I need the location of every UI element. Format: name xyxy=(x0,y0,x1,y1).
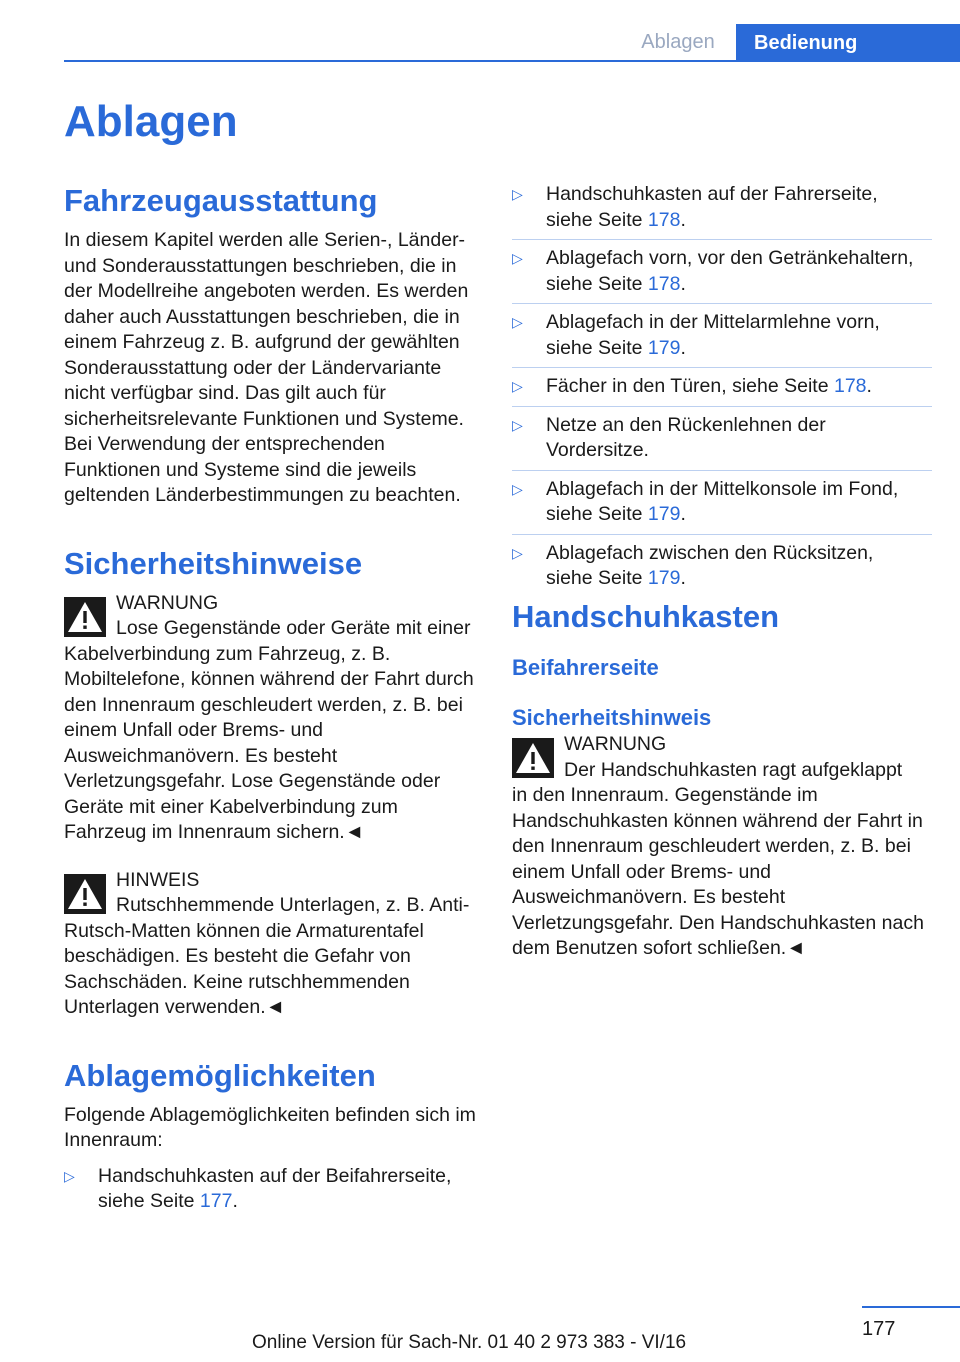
list-item: ▷ Handschuhkasten auf der Fahrerseite, siehe Seite 178. xyxy=(512,182,932,240)
storage-list-right xyxy=(512,182,932,592)
list-item-text: Ablagefach zwischen den Rücksitzen, xyxy=(546,541,874,564)
bullet-triangle-icon: ▷ xyxy=(64,1167,75,1184)
notice-label: HINWEIS xyxy=(116,868,200,891)
list-item-text: Fächer in den Türen, siehe Seite xyxy=(546,375,829,397)
page-title: Ablagen xyxy=(64,97,238,146)
right-column xyxy=(512,182,932,592)
heading-sicherheitshinweise: Sicherheitshinweise xyxy=(64,545,363,581)
right-column-lower xyxy=(512,598,932,962)
bullet-triangle-icon: ▷ xyxy=(512,186,523,202)
list-item: ▷ Ablagefach vorn, vor den Getränkehaltern, siehe Seite 178. xyxy=(512,246,932,304)
notice-triangle-icon xyxy=(64,874,106,914)
left-column xyxy=(64,182,484,1215)
subheading-beifahrerseite: Beifahrerseite xyxy=(512,655,659,680)
warning-text: Kabelverbindung zum Fahrzeug, z. B. Mobiltelefone, können während der Fahrt durch den Innenraum geschleudert werden, z. B. bei einem Unfall oder Brems- und Ausweichmanövern. Es besteht Verletzungsgefahr. Lose Gegenstände oder Geräte mit einer Kabelverbindung zum Fahrzeug im Innenraum sichern.◄ xyxy=(64,642,474,843)
list-item: ▷ Fächer in den Türen, siehe Seite 178. xyxy=(512,374,932,407)
see-page-label: siehe Seite xyxy=(546,208,643,231)
list-item-text: Ablagefach vorn, vor den Getränkehaltern, xyxy=(546,247,914,269)
storage-list-left xyxy=(64,1164,484,1215)
bullet-triangle-icon: ▷ xyxy=(512,544,523,561)
warning-first-line: Der Handschuhkasten ragt aufgeklappt xyxy=(564,758,903,781)
notice-block xyxy=(64,868,484,1021)
list-item: ▷ Ablagefach in der Mittelkonsole im Fond, siehe Seite 179. xyxy=(512,477,932,535)
page-number: 177 xyxy=(862,1318,896,1340)
glovebox-warning-block xyxy=(512,732,932,962)
list-item-text: Ablagefach in der Mittelarmlehne vorn, xyxy=(546,311,880,333)
warning-block xyxy=(64,591,484,846)
list-item: ▷ Handschuhkasten auf der Beifahrerseite, siehe Seite 177. xyxy=(64,1164,452,1212)
page-link[interactable]: 178 xyxy=(833,375,867,397)
warning-triangle-icon xyxy=(512,738,554,778)
heading-fahrzeugausstattung: Fahrzeugausstattung xyxy=(64,183,378,218)
footer-note: Online Version für Sach-Nr. 01 40 2 973 383 - VI/16 xyxy=(252,1332,687,1353)
warning-first-line: Lose Gegenstände oder Geräte mit einer xyxy=(116,617,471,639)
tab-chapter-bedienung[interactable]: Bedienung xyxy=(736,24,960,62)
bullet-triangle-icon: ▷ xyxy=(512,480,523,497)
warning-label: WARNUNG xyxy=(564,733,667,755)
warning-text: in den Innenraum. Gegenstände im Handschuhkasten können während der Fahrt in den Innenraum geschleudert werden, z. B. bei einem Unfall oder Brems- und Ausweichmanövern. Es besteht Verletzungsgefahr. Den Handschuhkasten nach dem Benutzen sofort schließen.◄ xyxy=(512,784,924,959)
bullet-triangle-icon: ▷ xyxy=(512,378,523,394)
list-item-text: Ablagefach in der Mittelkonsole im Fond, xyxy=(546,477,899,500)
bullet-triangle-icon: ▷ xyxy=(512,250,523,266)
fahrzeug-text: In diesem Kapitel werden alle Serien-, Länder- und Sonderausstattungen beschrieben, die in der Modellreihe angeboten werden. Es werden daher auch Ausstattungen beschrieben, die in einem Fahrzeug z. B. aufgrund der gewählten Sonderausstattung oder der Ländervariante nicht verfügbar sind. Das gilt auch für sicherheitsrelevante Funktionen und Systeme. Bei Verwendung der entsprechenden Funktionen und Systeme sind die jeweils geltenden Länderbestimmungen zu beachten. xyxy=(64,229,469,506)
list-item xyxy=(512,413,932,471)
page-link[interactable]: 177 xyxy=(199,1190,233,1212)
tab-section-ablagen[interactable]: Ablagen xyxy=(641,31,715,53)
page-link[interactable]: 178 xyxy=(647,272,681,295)
see-page-label: siehe Seite xyxy=(546,272,643,295)
warning-label: WARNUNG xyxy=(116,591,219,614)
page-link[interactable]: 179 xyxy=(647,503,681,525)
notice-text: Rutsch-Matten können die Armaturentafel beschädigen. Es besteht die Gefahr von Sachschäden. Keine rutschhemmenden Unterlagen verwenden.◄ xyxy=(64,919,424,1018)
warning-triangle-icon xyxy=(64,597,106,637)
list-item-text: Handschuhkasten auf der Fahrerseite, xyxy=(546,183,878,205)
list-item-text: Handschuhkasten auf der Beifahrerseite, xyxy=(98,1164,452,1187)
list-item: ▷ Ablagefach zwischen den Rücksitzen, siehe Seite 179. xyxy=(512,541,874,589)
see-page-label: siehe Seite xyxy=(98,1190,195,1212)
subheading-sicherheitshinweis: Sicherheitshinweis xyxy=(512,705,712,730)
notice-first-line: Rutschhemmende Unterlagen, z. B. Anti- xyxy=(116,894,470,916)
bullet-triangle-icon: ▷ xyxy=(512,416,523,433)
bullet-triangle-icon: ▷ xyxy=(512,314,523,330)
moeglichkeiten-intro: Folgende Ablagemöglichkeiten befinden sich im Innenraum: xyxy=(64,1103,476,1151)
heading-handschuhkasten: Handschuhkasten xyxy=(512,599,780,634)
see-page-label: siehe Seite xyxy=(546,336,643,359)
see-page-label: siehe Seite xyxy=(546,567,643,589)
list-item-text: Netze an den Rückenlehnen der Vordersitze. xyxy=(546,413,826,461)
page-link[interactable]: 179 xyxy=(647,336,681,359)
page-link[interactable]: 179 xyxy=(647,567,681,589)
heading-ablagemoeglichkeiten: Ablagemöglichkeiten xyxy=(64,1057,376,1093)
footer-rule xyxy=(862,1306,960,1308)
list-item: ▷ Ablagefach in der Mittelarmlehne vorn, siehe Seite 179. xyxy=(512,310,932,368)
page-link[interactable]: 178 xyxy=(647,208,681,231)
see-page-label: siehe Seite xyxy=(546,503,643,525)
